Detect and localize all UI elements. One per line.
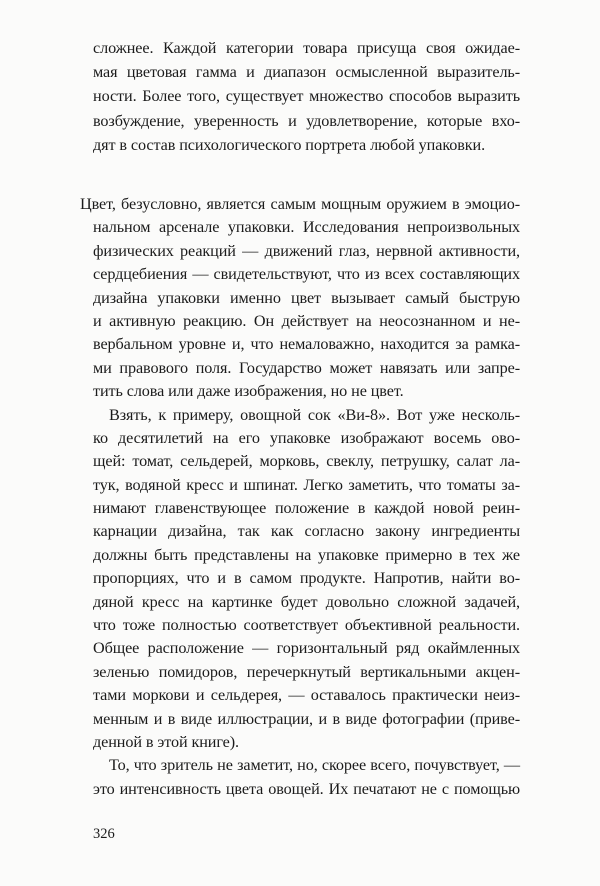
body-text — [80, 193, 520, 801]
text-line: тами моркови и сельдерея, — оставалось практически неиз- — [93, 686, 520, 705]
text-line: ко десятилетий на его упаковке изображают восемь ово- — [93, 428, 520, 447]
text-line: сердцебиения — свидетельствуют, что из всех составляющих — [93, 265, 520, 284]
text-line: нальном арсенале упаковки. Исследования непроизвольных — [93, 218, 520, 237]
text-line: ности. Более того, существует множество способов выразить — [93, 87, 520, 106]
text-line: щей: томат, сельдерей, морковь, свеклу, петрушку, салат ла- — [93, 452, 520, 471]
text-line: должны быть представлены на упаковке примерно в тех же — [93, 545, 520, 564]
text-line: Общее расположение — горизонтальный ряд окаймленных — [93, 639, 520, 658]
text-line: что тоже полностью соответствует объективной реальности. — [93, 616, 520, 635]
text-line: ми правового поля. Государство может навязать или запре- — [93, 358, 520, 377]
paragraph-1 — [93, 36, 520, 157]
text-line: карнации дизайна, так как согласно закону ингредиенты — [93, 522, 520, 541]
text-line: дизайна упаковки именно цвет вызывает самый быструю — [93, 288, 520, 307]
text-line: возбуждение, уверенность и удовлетворение, которые вхо- — [93, 111, 520, 130]
text-line: сложнее. Каждой категории товара присуща своя ожидае- — [93, 39, 520, 57]
text-line: физических реакций — движений глаз, нервной активности, — [93, 241, 520, 260]
paragraph-4 — [93, 754, 520, 801]
text-line: тить слова или даже изображения, но не цвет. — [93, 382, 404, 401]
text-line: дяной кресс на картинке будет довольно сложной задачей, — [93, 592, 520, 611]
page-number: 326 — [93, 826, 115, 842]
text-line: это интенсивность цвета овощей. Их печатают не с помощью — [93, 779, 520, 798]
text-line: менным и в виде иллюстрации, и в виде фотографии (приве- — [93, 709, 520, 728]
text-line: нимают главенствующее положение в каждой новой реин- — [93, 499, 520, 518]
text-line: и активную реакцию. Он действует на неосознанном и не- — [93, 311, 520, 330]
paragraph-3 — [93, 404, 520, 755]
text-line: дят в состав психологического портрета любой упаковки. — [93, 135, 486, 154]
text-line: денной в этой книге). — [93, 732, 239, 751]
text-line: тук, водяной кресс и шпинат. Легко заметить, что томаты за- — [93, 475, 520, 494]
text-line: вербальном уровне и, что немаловажно, находится за рамка- — [93, 335, 520, 354]
text-line: мая цветовая гамма и диапазон осмысленной выразитель- — [93, 63, 520, 82]
text-line: То, что зритель не заметит, но, скорее всего, почувствует, — — [109, 756, 520, 775]
text-line: пропорциях, что и в самом продукте. Напротив, найти во- — [93, 569, 520, 588]
text-line: зеленью помидоров, перечеркнутый вертикальными акцен- — [93, 662, 520, 681]
text-line: Цвет, безусловно, является самым мощным оружием в эмоцио- — [80, 195, 520, 213]
text-line: Взять, к примеру, овощной сок «Ви-8». Вот уже несколь- — [109, 405, 520, 424]
paragraph-2 — [80, 193, 520, 404]
